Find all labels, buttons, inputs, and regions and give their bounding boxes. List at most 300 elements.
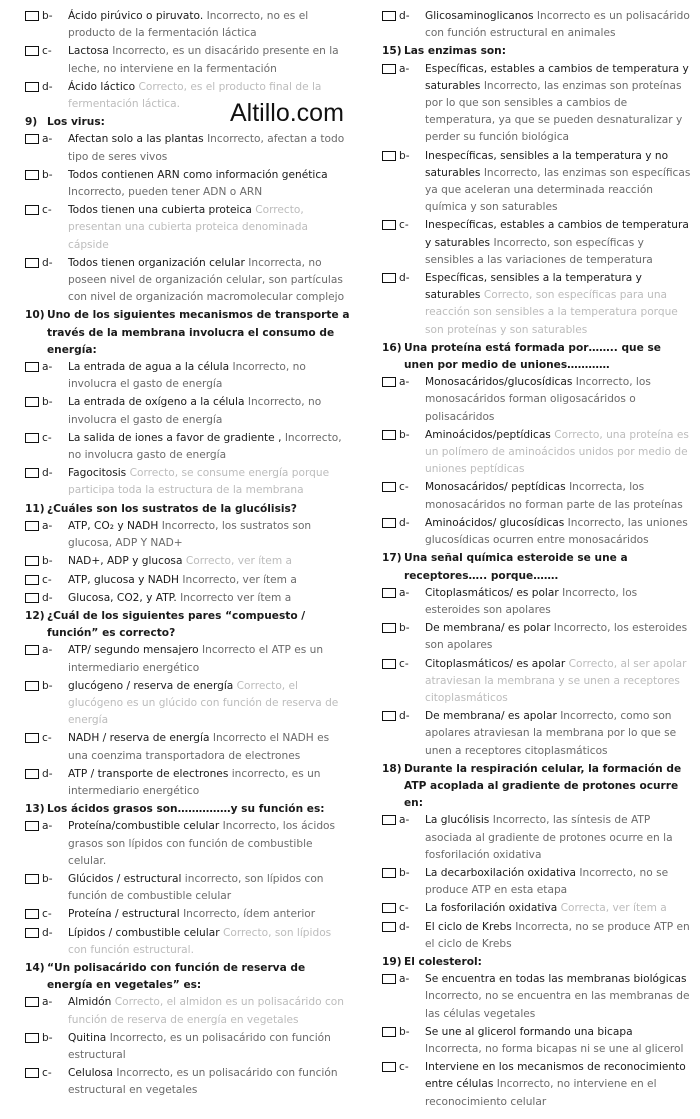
correct-feedback: Correcto, el almidon es un polisacárido con función de reserva de energía en vegetales: [68, 996, 344, 1026]
option-content: [68, 43, 351, 77]
option-text: Todos contienen ARN como información genética: [68, 168, 328, 181]
option-letter: c-: [42, 204, 52, 217]
correct-feedback: Correcto, una proteína es un polímero de aminoácidos unidos por medio de uniones peptídicas: [425, 428, 689, 476]
question-text: Durante la respiración celular, la formación de ATP acoplada al gradiente de protones ocurre en:: [404, 762, 682, 810]
incorrect-feedback: Incorrecta, no forma bicapas ni se une al glicerol: [425, 1042, 684, 1055]
incorrect-feedback: Incorrecto, es un disacárido presente en la leche, no interviene en la fermentación: [68, 45, 339, 75]
option-content: [68, 818, 351, 870]
answer-checkbox[interactable]: [25, 928, 39, 938]
option-content: [68, 430, 351, 464]
incorrect-feedback: Incorrecto, como son apolares atraviesan la membrana por lo que se unen a receptores citoplasmáticos: [425, 710, 677, 757]
question-heading: [25, 960, 351, 994]
option-text: El ciclo de Krebs: [425, 920, 512, 933]
option-text: NADH / reserva de energía: [68, 732, 210, 745]
option-text: Lípidos / combustible celular: [68, 926, 220, 939]
option-letter: b-: [42, 872, 53, 885]
correct-feedback: Correcto, al ser apolar atraviesan la membrana y se unen a receptores citoplasmáticos: [425, 657, 687, 704]
incorrect-feedback: Incorrecto, los sustratos son glucosa, ADP Y NAD+: [68, 519, 312, 550]
option-text: Proteína / estructural: [68, 908, 180, 921]
incorrect-feedback: Incorrecto, pueden tener ADN o ARN: [68, 186, 263, 199]
incorrect-feedback: Incorrecto es un polisacárido con función estructural en animales: [425, 10, 690, 40]
option-content: [68, 925, 351, 959]
answer-checkbox[interactable]: [382, 377, 396, 387]
answer-checkbox[interactable]: [25, 1033, 39, 1043]
option-letter: b-: [42, 679, 53, 692]
site-watermark-logo: Altillo.com: [230, 99, 344, 127]
option-content: [425, 270, 692, 339]
answer-checkbox[interactable]: [25, 733, 39, 743]
question-heading: [382, 340, 692, 374]
incorrect-feedback: Incorrecto, las síntesis de ATP asociada al gradiente de protones ocurre en la fosforilación oxidativa: [425, 814, 673, 861]
option-text: La entrada de agua a la célula: [68, 361, 230, 374]
question-text: “Un polisacárido con función de reserva de energía en vegetales” es:: [47, 961, 306, 992]
incorrect-feedback: Incorrecto, no involucra el gasto de energía: [68, 361, 306, 391]
answer-option: [382, 656, 692, 708]
option-letter: c-: [399, 902, 409, 915]
question-text: Una señal química esteroide se une a receptores….. porque…….: [404, 552, 628, 582]
incorrect-feedback: Incorrecto, los monosacáridos forman oligosacáridos o polisacáridos: [425, 376, 651, 423]
incorrect-feedback: Incorrecto, los esteroides son apolares: [425, 586, 638, 616]
answer-option: [25, 465, 351, 499]
option-letter: a-: [399, 376, 410, 389]
answer-option: [25, 871, 351, 905]
incorrect-feedback: Incorrecto el ATP es un intermediario energético: [68, 644, 324, 674]
option-letter: d-: [42, 467, 53, 480]
question-heading: [25, 608, 351, 642]
correct-feedback: Correcto, el glucógeno es un glúcido con función de reserva de energía: [68, 679, 339, 727]
incorrect-feedback: Incorrecta, no se produce ATP en el ciclo de Krebs: [425, 920, 690, 950]
option-text: ATP/ segundo mensajero: [68, 644, 199, 657]
answer-option: [382, 148, 692, 217]
answer-checkbox[interactable]: [382, 518, 396, 528]
answer-checkbox[interactable]: [382, 482, 396, 492]
option-letter: b-: [42, 10, 53, 22]
answer-checkbox[interactable]: [382, 273, 396, 283]
answer-checkbox[interactable]: [25, 556, 39, 566]
answer-option: [25, 167, 351, 201]
answer-checkbox[interactable]: [382, 974, 396, 984]
option-letter: a-: [399, 586, 410, 599]
incorrect-feedback: Incorrecto, los ácidos grasos son lípidos con función de combustible celular.: [68, 820, 336, 867]
answer-checkbox[interactable]: [382, 711, 396, 721]
option-text: Fagocitosis: [68, 467, 127, 480]
option-content: [425, 148, 692, 217]
question-number: 13): [25, 803, 45, 816]
question-text: ¿Cuál de los siguientes pares “compuesto / función” es correcto?: [47, 609, 306, 640]
answer-option: [25, 730, 351, 764]
question-number: 11): [25, 502, 45, 515]
incorrect-feedback: Incorrecto, no es el producto de la fermentación láctica: [68, 10, 309, 40]
answer-option: [382, 1024, 692, 1058]
option-text: Interviene en los mecanismos de reconocimiento entre células: [425, 1061, 686, 1091]
option-letter: a-: [399, 973, 410, 986]
question-heading: [382, 43, 692, 60]
answer-option: [382, 479, 692, 513]
answer-checkbox[interactable]: [382, 868, 396, 878]
option-content: [425, 8, 692, 42]
option-content: [425, 919, 692, 953]
incorrect-feedback: Incorrecto, afectan a todo tipo de seres vivos: [68, 133, 345, 163]
question-number: 14): [25, 961, 45, 974]
left-column: [25, 8, 351, 1101]
option-content: [68, 590, 351, 607]
option-content: [68, 255, 351, 307]
option-content: [68, 465, 351, 499]
option-content: [68, 167, 351, 201]
option-text: Glúcidos / estructural: [68, 872, 182, 885]
option-content: [425, 515, 692, 549]
option-text: Todos tienen una cubierta proteica: [68, 204, 252, 217]
question-number: 12): [25, 609, 45, 622]
question-text: Los virus:: [47, 116, 105, 129]
option-text: Ácido láctico: [68, 80, 136, 93]
option-text: Citoplasmáticos/ es polar: [425, 586, 559, 599]
option-letter: b-: [399, 1025, 410, 1038]
option-letter: c-: [42, 732, 52, 745]
option-text: Se encuentra en todas las membranas biológicas: [425, 973, 687, 986]
option-content: [425, 374, 692, 426]
option-content: [68, 678, 351, 730]
answer-option: [25, 8, 351, 42]
option-content: [425, 812, 692, 864]
answer-checkbox[interactable]: [25, 821, 39, 831]
incorrect-feedback: Incorrecto, las enzimas son específicas ya que aceleran una determinada reacción química y son saturables: [425, 166, 691, 214]
option-letter: d-: [42, 256, 53, 269]
answer-option: [25, 394, 351, 428]
answer-checkbox[interactable]: [382, 922, 396, 932]
option-letter: b-: [42, 555, 53, 568]
correct-feedback: Correcta, ver ítem a: [560, 902, 667, 915]
answer-option: [25, 553, 351, 570]
option-letter: b-: [42, 168, 53, 181]
option-text: La entrada de oxígeno a la célula: [68, 396, 245, 409]
incorrect-feedback: incorrecto, es un intermediario energético: [68, 767, 321, 797]
correct-feedback: Correcto, se consume energía porque participa toda la estructura de la membrana: [68, 467, 330, 497]
answer-checkbox[interactable]: [25, 258, 39, 268]
option-content: [425, 61, 692, 147]
answer-checkbox[interactable]: [382, 220, 396, 230]
option-text: Se une al glicerol formando una bicapa: [425, 1025, 633, 1038]
option-content: [68, 394, 351, 428]
option-content: [68, 202, 351, 254]
answer-checkbox[interactable]: [25, 681, 39, 691]
question-text: Uno de los siguientes mecanismos de transporte a través de la membrana involucra el consumo de energía:: [47, 309, 350, 356]
answer-option: [25, 255, 351, 307]
option-letter: d-: [42, 767, 53, 780]
option-content: [68, 730, 351, 764]
answer-option: [382, 865, 692, 899]
option-letter: c-: [399, 1061, 409, 1074]
option-text: Lactosa: [68, 45, 109, 58]
answer-option: [25, 430, 351, 464]
right-column: [382, 8, 692, 1112]
answer-option: [25, 43, 351, 77]
option-text: glucógeno / reserva de energía: [68, 679, 234, 692]
option-content: [68, 518, 351, 552]
option-text: Aminoácidos/peptídicas: [425, 428, 551, 441]
incorrect-feedback: Incorrecto, ver ítem a: [182, 573, 297, 586]
option-content: [68, 871, 351, 905]
answer-checkbox[interactable]: [382, 588, 396, 598]
option-letter: c-: [399, 219, 409, 232]
answer-checkbox[interactable]: [25, 769, 39, 779]
option-text: Monosacáridos/ peptídicas: [425, 481, 566, 494]
option-letter: d-: [399, 710, 410, 723]
incorrect-feedback: Incorrecta, no poseen nivel de organización celular, son partículas con nivel de organización macromolecular complejo: [68, 256, 345, 304]
answer-option: [382, 515, 692, 549]
option-letter: d-: [42, 926, 53, 939]
option-content: [68, 8, 351, 42]
incorrect-feedback: Incorrecto, es un polisacárido con función estructural en vegetales: [68, 1067, 338, 1097]
answer-option: [382, 427, 692, 479]
answer-checkbox[interactable]: [382, 623, 396, 633]
question-number: 16): [382, 341, 402, 354]
option-text: De membrana/ es polar: [425, 622, 551, 635]
answer-checkbox[interactable]: [25, 1068, 39, 1078]
option-text: Todos tienen organización celular: [68, 256, 245, 269]
option-letter: c-: [399, 657, 409, 670]
option-text: De membrana/ es apolar: [425, 710, 557, 723]
answer-checkbox[interactable]: [25, 575, 39, 585]
incorrect-feedback: Incorrecto, los esteroides son apolares: [425, 622, 688, 652]
option-letter: d-: [42, 80, 53, 93]
answer-option: [382, 270, 692, 339]
option-letter: a-: [399, 814, 410, 827]
answer-checkbox[interactable]: [25, 874, 39, 884]
option-content: [68, 131, 351, 165]
option-content: [425, 1024, 692, 1058]
option-text: Inespecíficas, estables a cambios de temperatura y saturables: [425, 219, 689, 249]
answer-option: [25, 590, 351, 607]
incorrect-feedback: Incorrecto, son específicas y sensibles a las variaciones de temperatura: [425, 236, 653, 266]
answer-option: [382, 900, 692, 917]
answer-option: [382, 217, 692, 269]
answer-checkbox[interactable]: [382, 659, 396, 669]
answer-checkbox[interactable]: [25, 46, 39, 56]
option-letter: b-: [42, 396, 53, 409]
option-letter: c-: [399, 481, 409, 494]
answer-checkbox[interactable]: [25, 82, 39, 92]
incorrect-feedback: incorrecto, son lípidos con función de combustible celular: [68, 872, 324, 903]
option-text: La decarboxilación oxidativa: [425, 866, 576, 879]
option-text: ATP, glucosa y NADH: [68, 573, 180, 586]
option-letter: b-: [42, 1031, 53, 1044]
answer-option: [382, 374, 692, 426]
option-content: [68, 1065, 351, 1099]
correct-feedback: Correcto, ver ítem a: [185, 555, 292, 568]
answer-checkbox[interactable]: [382, 903, 396, 913]
correct-feedback: Correcto, son lípidos con función estructural.: [68, 926, 332, 956]
incorrect-feedback: Incorrecto, las enzimas son proteínas por lo que son sensibles a cambios de temperatura, ya que se pueden desnaturalizar y perder su función biológica: [425, 79, 683, 144]
answer-checkbox[interactable]: [25, 909, 39, 919]
option-text: Quitina: [68, 1031, 107, 1044]
option-content: [425, 865, 692, 899]
option-text: ATP / transporte de electrones: [68, 767, 229, 780]
answer-option: [25, 359, 351, 393]
answer-checkbox[interactable]: [25, 11, 39, 21]
option-content: [425, 217, 692, 269]
answer-checkbox[interactable]: [25, 521, 39, 531]
question-text: Las enzimas son:: [404, 45, 506, 58]
question-text: ¿Cuáles son los sustratos de la glucólisis?: [47, 502, 297, 515]
option-text: ATP, CO₂ y NADH: [68, 519, 159, 532]
answer-option: [382, 620, 692, 654]
answer-checkbox[interactable]: [382, 815, 396, 825]
option-letter: b-: [399, 428, 410, 441]
answer-checkbox[interactable]: [382, 151, 396, 161]
option-text: Afectan solo a las plantas: [68, 133, 204, 146]
option-letter: b-: [399, 866, 410, 879]
answer-option: [25, 818, 351, 870]
option-content: [68, 642, 351, 676]
question-heading: [382, 954, 692, 971]
answer-option: [382, 812, 692, 864]
incorrect-feedback: Incorrecto, las uniones glucosídicas ocurren entre monosacáridos: [425, 516, 688, 547]
option-text: La fosforilación oxidativa: [425, 902, 558, 915]
option-text: Inespecíficas, sensibles a la temperatura y no saturables: [425, 149, 669, 179]
incorrect-feedback: Incorrecto, no se encuentra en las membranas de las células vegetales: [425, 990, 690, 1020]
option-text: Aminoácidos/ glucosídicas: [425, 516, 565, 529]
answer-checkbox[interactable]: [382, 64, 396, 74]
option-content: [425, 656, 692, 708]
answer-checkbox[interactable]: [25, 593, 39, 603]
question-number: 9): [25, 116, 38, 129]
answer-checkbox[interactable]: [25, 205, 39, 215]
option-text: La glucólisis: [425, 814, 490, 827]
option-content: [68, 994, 351, 1028]
incorrect-feedback: Incorrecto, no involucra gasto de energía: [68, 431, 342, 462]
answer-option: [25, 994, 351, 1028]
option-letter: a-: [42, 820, 53, 833]
option-letter: a-: [399, 62, 410, 75]
answer-checkbox[interactable]: [382, 1027, 396, 1037]
question-number: 15): [382, 45, 402, 58]
option-text: Citoplasmáticos/ es apolar: [425, 657, 566, 670]
answer-option: [25, 642, 351, 676]
answer-option: [382, 971, 692, 1023]
answer-checkbox[interactable]: [25, 468, 39, 478]
question-heading: [25, 501, 351, 518]
option-content: [68, 572, 351, 589]
answer-checkbox[interactable]: [25, 362, 39, 372]
answer-checkbox[interactable]: [382, 430, 396, 440]
incorrect-feedback: Incorrecto ver ítem a: [180, 591, 292, 604]
answer-checkbox[interactable]: [25, 433, 39, 443]
option-text: Específicas, estables a cambios de temperatura y saturables: [425, 62, 689, 92]
question-text: El colesterol:: [404, 955, 482, 968]
option-letter: a-: [42, 644, 53, 657]
answer-option: [382, 585, 692, 619]
question-number: 17): [382, 552, 402, 565]
answer-option: [382, 8, 692, 42]
option-letter: a-: [42, 519, 53, 532]
option-content: [425, 427, 692, 479]
question-heading: [25, 307, 351, 359]
option-text: La salida de iones a favor de gradiente ,: [68, 431, 282, 444]
option-text: Almidón: [68, 996, 112, 1009]
answer-option: [25, 1030, 351, 1064]
answer-option: [25, 131, 351, 165]
option-letter: b-: [399, 149, 410, 162]
option-text: Específicas, sensibles a la temperatura y saturables: [425, 272, 642, 302]
option-letter: a-: [42, 996, 53, 1009]
option-content: [425, 1059, 692, 1111]
option-letter: d-: [399, 516, 410, 529]
answer-option: [25, 202, 351, 254]
answer-option: [382, 61, 692, 147]
answer-option: [25, 925, 351, 959]
answer-option: [25, 678, 351, 730]
incorrect-feedback: Incorrecto, es un polisacárido con función estructural: [68, 1031, 331, 1061]
option-content: [68, 766, 351, 800]
option-text: NAD+, ADP y glucosa: [68, 555, 183, 568]
question-number: 10): [25, 309, 45, 322]
option-content: [425, 479, 692, 513]
answer-checkbox[interactable]: [382, 1062, 396, 1072]
answer-checkbox[interactable]: [25, 397, 39, 407]
option-text: Monosacáridos/glucosídicas: [425, 376, 573, 389]
option-content: [425, 585, 692, 619]
answer-checkbox[interactable]: [25, 645, 39, 655]
option-text: Ácido pirúvico o piruvato.: [68, 10, 204, 22]
option-letter: d-: [399, 920, 410, 933]
answer-option: [25, 572, 351, 589]
incorrect-feedback: Incorrecta, los monosacáridos no forman parte de las proteínas: [425, 481, 683, 511]
option-content: [425, 620, 692, 654]
option-letter: c-: [42, 908, 52, 921]
option-letter: c-: [42, 45, 52, 58]
question-heading: [382, 761, 692, 813]
question-number: 18): [382, 762, 402, 775]
option-text: Glicosaminoglicanos: [425, 10, 534, 22]
answer-checkbox[interactable]: [25, 134, 39, 144]
option-letter: c-: [42, 431, 52, 444]
option-content: [68, 1030, 351, 1064]
answer-checkbox[interactable]: [25, 170, 39, 180]
option-text: Celulosa: [68, 1067, 114, 1080]
question-heading: [382, 550, 692, 584]
answer-option: [382, 1059, 692, 1111]
question-text: Una proteína está formada por…….. que se unen por medio de uniones…………: [404, 341, 661, 372]
incorrect-feedback: Incorrecto, no se produce ATP en esta etapa: [425, 866, 669, 897]
option-letter: d-: [399, 272, 410, 285]
option-letter: d-: [42, 591, 53, 604]
question-heading: [25, 801, 351, 818]
option-text: Proteína/combustible celular: [68, 820, 220, 833]
answer-option: [25, 766, 351, 800]
option-letter: c-: [42, 573, 52, 586]
answer-option: [382, 919, 692, 953]
incorrect-feedback: Incorrecto, ídem anterior: [183, 908, 316, 921]
option-letter: d-: [399, 10, 410, 22]
incorrect-feedback: Incorrecto, no involucra el gasto de energía: [68, 396, 322, 426]
answer-option: [382, 708, 692, 760]
answer-checkbox[interactable]: [382, 11, 396, 21]
option-text: Glucosa, CO2, y ATP.: [68, 591, 177, 604]
correct-feedback: Correcto, presentan una cubierta proteica denominada cápside: [68, 204, 308, 251]
answer-checkbox[interactable]: [25, 997, 39, 1007]
correct-feedback: Correcto, es el producto final de la fermentación láctica.: [68, 80, 322, 111]
option-content: [68, 906, 351, 923]
answer-option: [25, 518, 351, 552]
option-content: [425, 971, 692, 1023]
option-content: [68, 553, 351, 570]
option-content: [425, 900, 692, 917]
answer-option: [25, 1065, 351, 1099]
question-number: 19): [382, 955, 402, 968]
question-text: Los ácidos grasos son……………y su función es:: [47, 803, 325, 816]
answer-option: [25, 906, 351, 923]
